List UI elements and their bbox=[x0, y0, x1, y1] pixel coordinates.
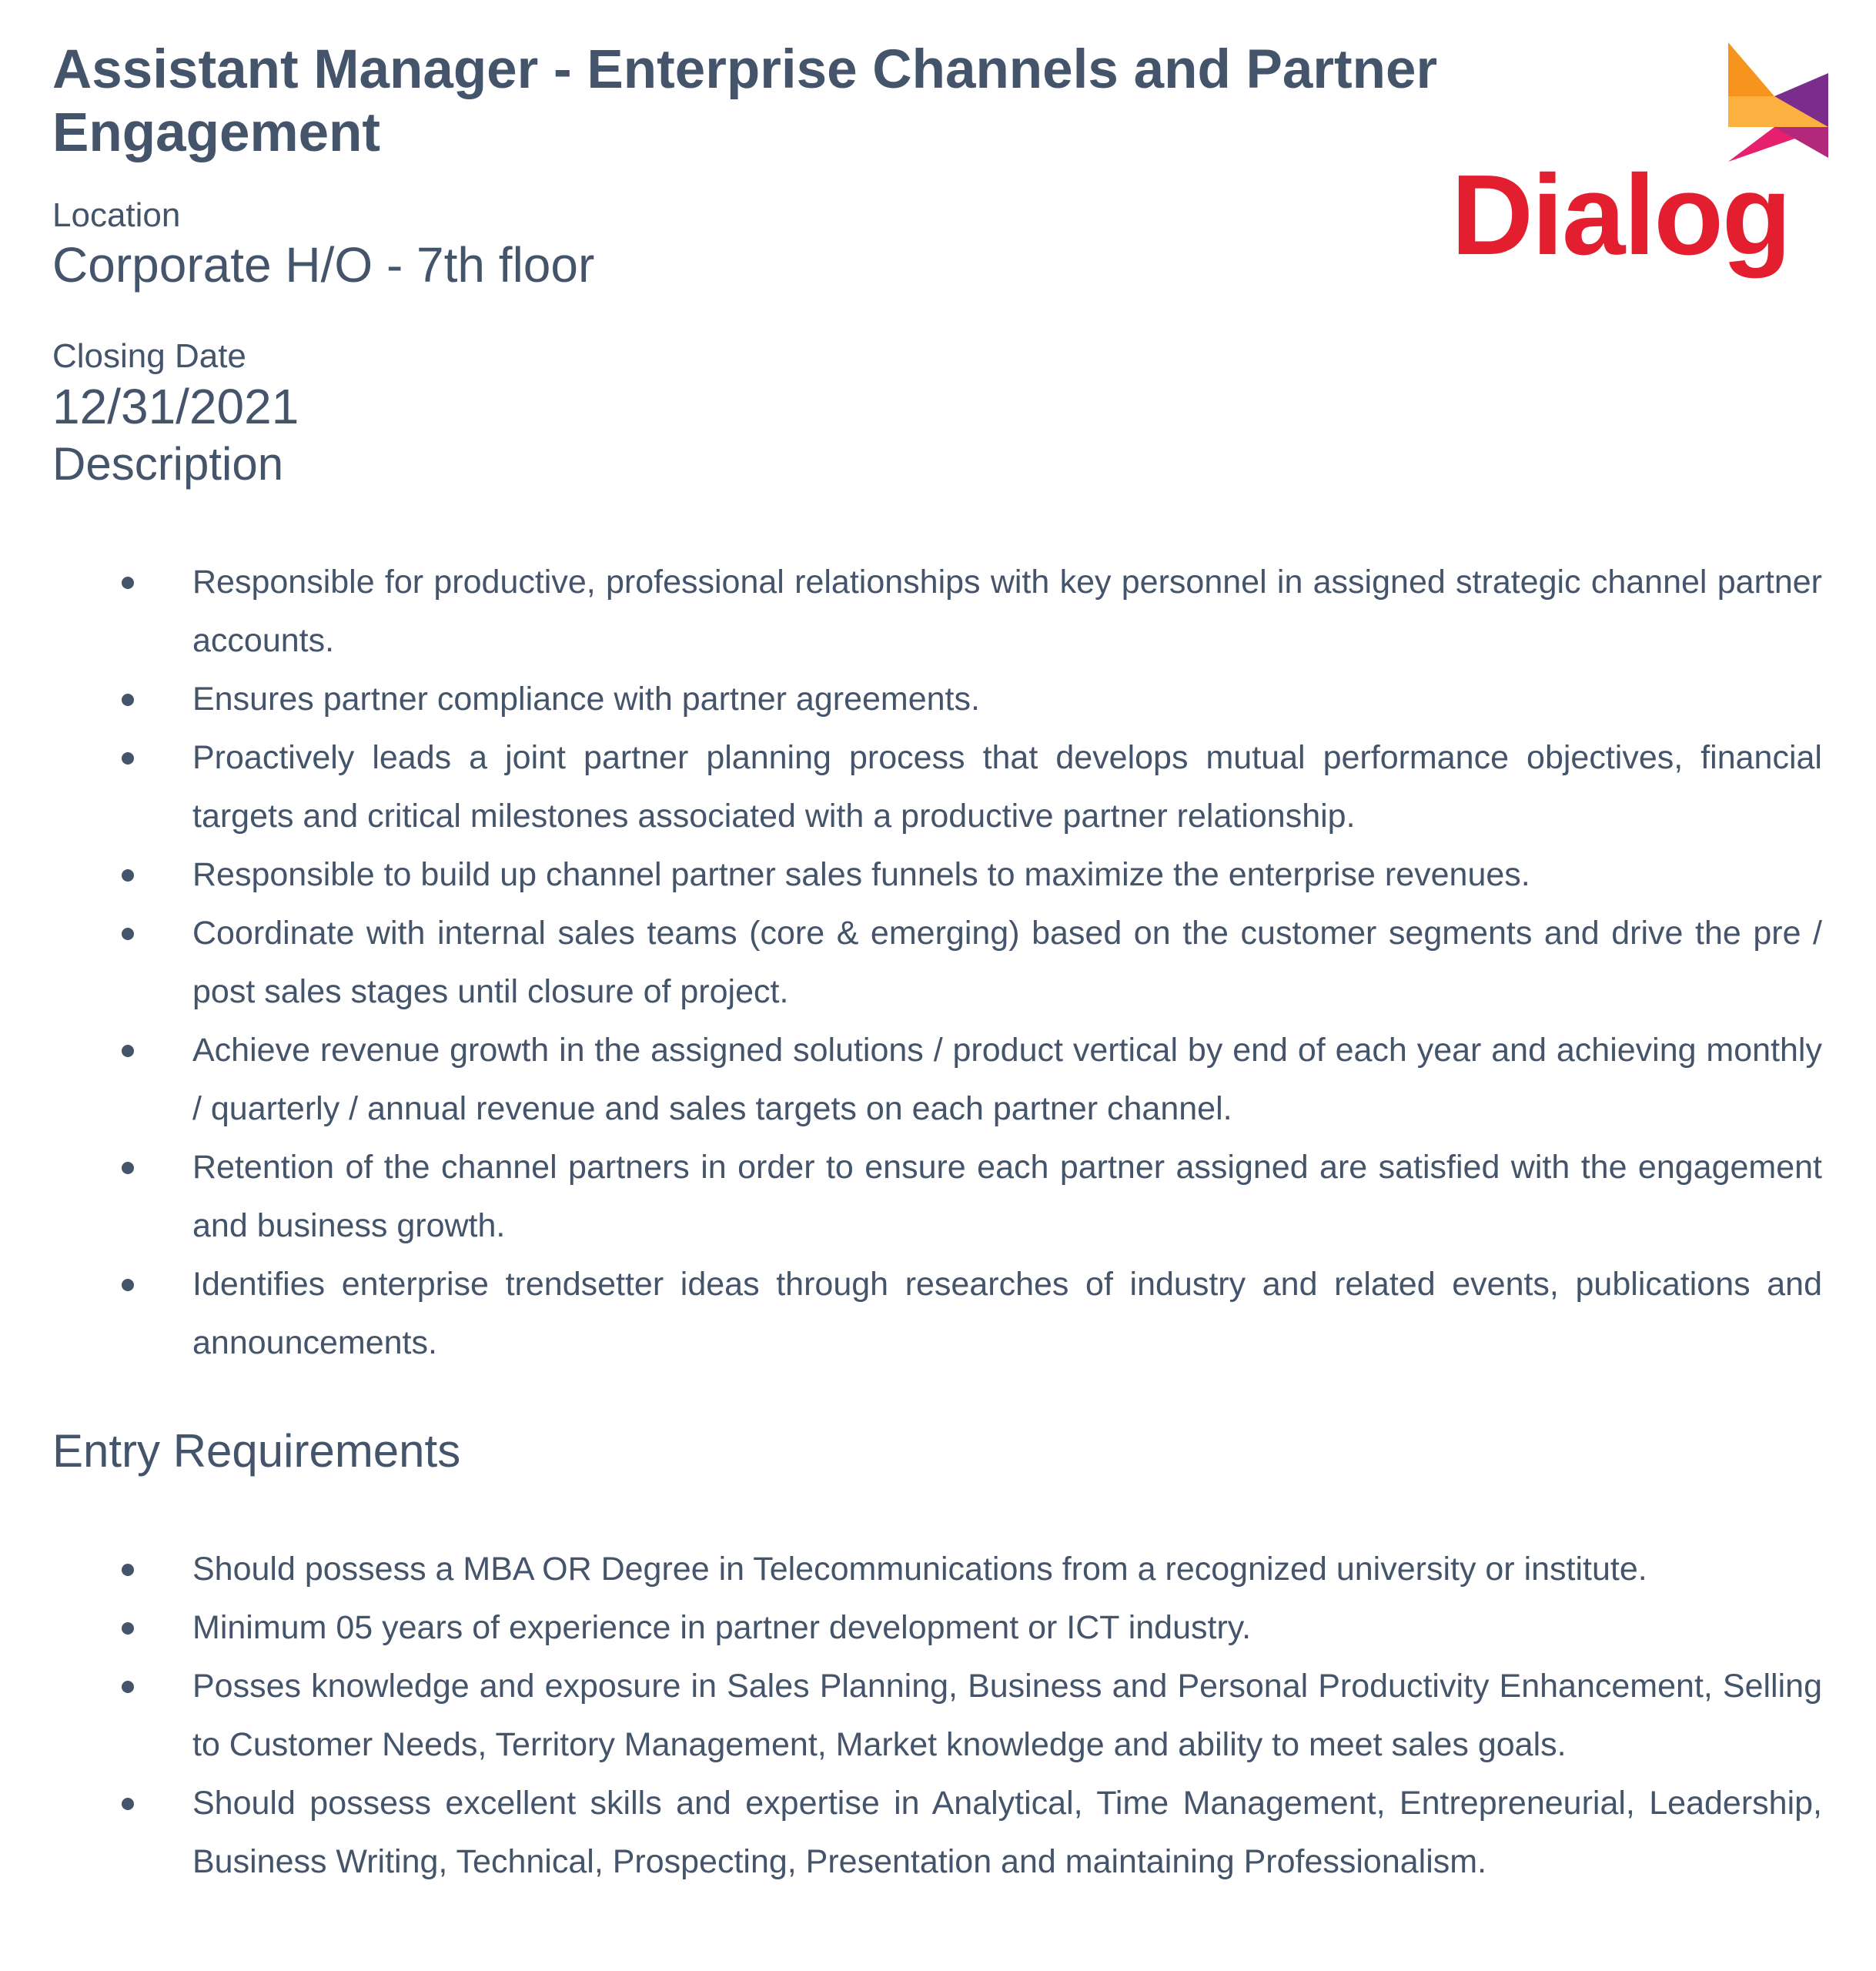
list-item: Ensures partner compliance with partner agreements. bbox=[0, 670, 1876, 728]
list-item: Responsible to build up channel partner sales funnels to maximize the enterprise revenues. bbox=[0, 845, 1876, 904]
list-item: Coordinate with internal sales teams (core & emerging) based on the customer segments and drive the pre / post sales stages until closure of project. bbox=[0, 904, 1876, 1021]
list-item: Responsible for productive, professional relationships with key personnel in assigned strategic channel partner accounts. bbox=[0, 553, 1876, 670]
closing-date-value: 12/31/2021 bbox=[52, 379, 299, 434]
list-item: Should possess a MBA OR Degree in Telecommunications from a recognized university or institute. bbox=[0, 1540, 1876, 1598]
description-heading: Description bbox=[52, 438, 284, 490]
bullet-icon bbox=[122, 577, 134, 589]
list-item: Proactively leads a joint partner planning process that develops mutual performance objectives, financial targets and critical milestones associated with a productive partner relationship. bbox=[0, 728, 1876, 845]
bullet-icon bbox=[122, 1564, 134, 1576]
list-item: Retention of the channel partners in order to ensure each partner assigned are satisfied with the engagement and business growth. bbox=[0, 1138, 1876, 1255]
bullet-icon bbox=[122, 752, 134, 765]
list-item: Minimum 05 years of experience in partner development or ICT industry. bbox=[0, 1598, 1876, 1657]
bullet-icon bbox=[122, 1622, 134, 1635]
job-title: Assistant Manager - Enterprise Channels and Partner Engagement bbox=[52, 39, 1438, 163]
dialog-wordmark: Dialog bbox=[1451, 152, 1791, 279]
list-item: Identifies enterprise trendsetter ideas through researches of industry and related events, publications and announcements. bbox=[0, 1255, 1876, 1372]
list-item: Posses knowledge and exposure in Sales Planning, Business and Personal Productivity Enhancement, Selling to Customer Needs, Territory Management, Market knowledge and ability to meet sales goals. bbox=[0, 1657, 1876, 1774]
location-label: Location bbox=[52, 196, 181, 234]
bullet-icon bbox=[122, 1681, 134, 1693]
bullet-icon bbox=[122, 869, 134, 882]
dialog-logo bbox=[1451, 42, 1828, 279]
bullet-icon bbox=[122, 1045, 134, 1057]
entry-requirements-heading: Entry Requirements bbox=[52, 1425, 461, 1477]
bullet-icon bbox=[122, 1279, 134, 1291]
bullet-icon bbox=[122, 1798, 134, 1810]
closing-date-label: Closing Date bbox=[52, 337, 246, 375]
bullet-icon bbox=[122, 1162, 134, 1174]
requirements-list bbox=[0, 1540, 1876, 1891]
list-item: Achieve revenue growth in the assigned solutions / product vertical by end of each year and achieving monthly / quarterly / annual revenue and sales targets on each partner channel. bbox=[0, 1021, 1876, 1138]
description-list bbox=[0, 553, 1876, 1372]
location-value: Corporate H/O - 7th floor bbox=[52, 237, 595, 293]
bullet-icon bbox=[122, 928, 134, 940]
list-item: Should possess excellent skills and expertise in Analytical, Time Management, Entrepreneurial, Leadership, Business Writing, Technical, Prospecting, Presentation and maintaining Professionalism. bbox=[0, 1774, 1876, 1891]
bullet-icon bbox=[122, 694, 134, 706]
